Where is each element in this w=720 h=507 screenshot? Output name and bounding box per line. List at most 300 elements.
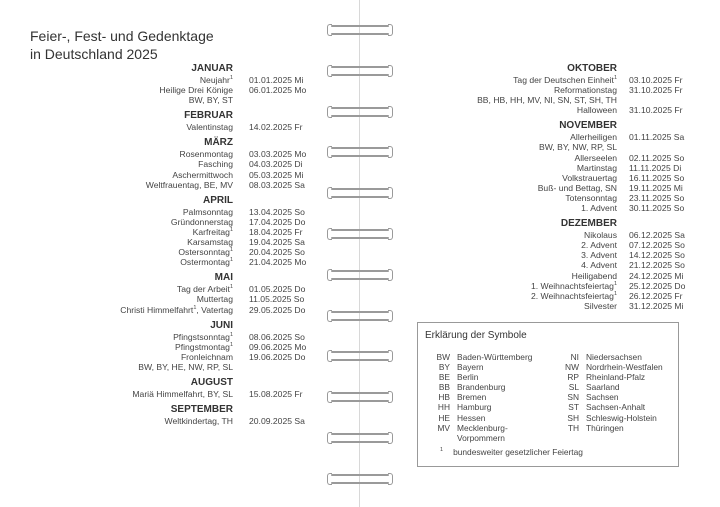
holiday-name-text: [539, 142, 617, 152]
holiday-label: Buß- und Bettag, SN: [537, 182, 617, 193]
holiday-row: [0, 362, 360, 372]
holiday-date: 06.01.2025 Mo: [249, 85, 307, 96]
month-heading: MÄRZ: [204, 137, 233, 149]
holiday-label: Palmsonntag: [182, 206, 233, 217]
holiday-name: [0, 284, 249, 294]
legend-row: [426, 372, 532, 382]
holiday-row: [360, 281, 720, 291]
holiday-name-text: [179, 149, 249, 159]
holiday-label: Ostermontag: [180, 257, 230, 268]
ring-part: [388, 432, 393, 444]
holiday-label: Rosenmontag: [179, 149, 233, 160]
holiday-name: [0, 122, 249, 132]
state-abbreviation: SH: [567, 412, 579, 423]
holiday-name-text: [132, 389, 249, 399]
holiday-label: Christi Himmelfahrt: [120, 304, 194, 315]
holiday-row: [0, 416, 360, 426]
month-heading: APRIL: [203, 194, 233, 206]
footnote-marker: 1: [229, 247, 233, 254]
footnote-marker: 1: [613, 280, 617, 287]
holiday-name: [0, 362, 249, 372]
holiday-name-text: [577, 105, 617, 115]
state-name: Baden-Württemberg: [457, 352, 533, 362]
holiday-label: Allerseelen: [574, 152, 617, 163]
holiday-name: [360, 132, 617, 142]
state-name: Mecklenburg-: [457, 422, 508, 433]
holiday-row: [0, 75, 360, 85]
state-name: Schleswig-Holstein: [586, 412, 657, 423]
holiday-name: [0, 75, 249, 85]
holiday-row: [360, 203, 720, 213]
state-abbreviation: BY: [438, 362, 450, 373]
ring-part: [388, 187, 393, 199]
holiday-name-text: [189, 95, 249, 105]
symbol-legend: [417, 322, 679, 467]
holiday-name: [360, 163, 617, 173]
ring-part: [388, 473, 393, 485]
holiday-date: [617, 95, 629, 105]
holiday-name-text: [581, 240, 617, 250]
left-holiday-list: [0, 63, 360, 426]
legend-row: [555, 372, 663, 382]
holiday-label: Nikolaus: [584, 230, 617, 241]
holiday-row: [360, 163, 720, 173]
legend-column-1: [426, 352, 532, 443]
state-name: Berlin: [457, 372, 479, 383]
ring-part: [331, 107, 389, 109]
holiday-name: [0, 227, 249, 237]
holiday-name-text: [531, 281, 617, 291]
legend-row: [426, 352, 532, 362]
month-heading: SEPTEMBER: [170, 404, 233, 416]
holiday-date: 06.12.2025 Sa: [629, 230, 685, 241]
spiral-ring: [327, 185, 393, 201]
holiday-date: 31.12.2025 Mi: [629, 300, 684, 311]
holiday-date: 05.03.2025 Mi: [249, 169, 304, 180]
month-heading: AUGUST: [190, 376, 233, 388]
ring-part: [388, 146, 393, 158]
holiday-name: [360, 281, 617, 291]
holiday-name-text: [581, 203, 617, 213]
holiday-date: 19.11.2025 Mi: [629, 182, 683, 193]
holiday-date: 21.12.2025 So: [629, 260, 685, 271]
ring-part: [331, 351, 389, 353]
holiday-label-suffix: , Vatertag: [196, 304, 233, 315]
holiday-date: 16.11.2025 So: [629, 172, 685, 183]
holiday-label: Mariä Himmelfahrt, BY, SL: [132, 388, 233, 399]
holiday-name-text: [581, 250, 617, 260]
holiday-name: [0, 207, 249, 217]
holiday-name: [360, 291, 617, 301]
holiday-name: [360, 105, 617, 115]
holiday-name: [360, 203, 617, 213]
holiday-label: 1. Advent: [581, 203, 617, 214]
holiday-label: Neujahr: [199, 75, 230, 85]
holiday-row: [0, 257, 360, 267]
footnote-marker: 1: [229, 257, 233, 264]
ring-part: [331, 33, 389, 35]
holiday-label: Karfreitag: [192, 226, 230, 237]
holiday-name-text: [531, 291, 617, 301]
state-name: Rheinland-Pfalz: [586, 372, 646, 383]
holiday-name: [0, 257, 249, 267]
legend-row: [555, 402, 663, 412]
state-name: Bremen: [457, 392, 487, 403]
spiral-ring: [327, 471, 393, 487]
title-line-1: Feier-, Fest- und Gedenktage: [30, 28, 214, 44]
holiday-row: [0, 247, 360, 257]
state-abbreviation: SN: [567, 392, 579, 403]
holiday-name: [360, 75, 617, 85]
state-name: Hamburg: [457, 402, 492, 413]
holiday-date: 11.11.2025 Di: [629, 162, 682, 173]
holiday-label: 2. Weihnachtsfeiertag: [530, 290, 614, 301]
holiday-name-text: [477, 95, 617, 105]
holiday-row: [0, 352, 360, 362]
ring-part: [331, 433, 389, 435]
holiday-label: Heilige Drei Könige: [159, 85, 233, 96]
spiral-ring: [327, 22, 393, 38]
ring-part: [331, 155, 389, 157]
footnote-marker: 1: [229, 227, 233, 234]
holiday-row: [360, 173, 720, 183]
holiday-label: Pfingstsonntag: [173, 331, 230, 342]
footnote-marker: 1: [229, 331, 233, 338]
holiday-row: [360, 193, 720, 203]
holiday-name-text: [562, 173, 617, 183]
holiday-name-text: [574, 153, 617, 163]
holiday-name-text: [572, 271, 617, 281]
holiday-date: 15.08.2025 Fr: [249, 388, 303, 399]
holiday-label: 1. Weihnachtsfeiertag: [530, 280, 614, 291]
holiday-row: [0, 159, 360, 169]
holiday-date: 29.05.2025 Do: [249, 304, 306, 315]
holiday-name-text: [138, 362, 249, 372]
holiday-name: [360, 250, 617, 260]
spiral-ring: [327, 389, 393, 405]
ring-part: [331, 278, 389, 280]
holiday-date: 31.10.2025 Fr: [629, 85, 683, 96]
ring-part: [331, 237, 389, 239]
holiday-name-text: [186, 122, 249, 132]
month-heading: JANUAR: [191, 63, 233, 74]
holiday-name: [360, 183, 617, 193]
holiday-date: 24.12.2025 Mi: [629, 270, 684, 281]
holiday-date: 09.06.2025 Mo: [249, 341, 307, 352]
holiday-row: [360, 271, 720, 281]
state-name: Sachsen-Anhalt: [586, 402, 646, 413]
holiday-label: Totensonntag: [565, 192, 617, 203]
holiday-date: 14.02.2025 Fr: [249, 122, 303, 133]
legend-row: [555, 352, 663, 362]
holiday-label: Silvester: [584, 300, 617, 311]
holiday-name: [0, 180, 249, 190]
state-name: Saarland: [586, 382, 620, 393]
legend-row: [555, 413, 663, 423]
ring-part: [331, 196, 389, 198]
right-page: [360, 0, 720, 507]
ring-part: [331, 74, 389, 76]
state-abbreviation: MV: [437, 422, 450, 433]
holiday-name-text: [581, 260, 617, 270]
holiday-name-text: [180, 257, 249, 267]
holiday-name: [0, 149, 249, 159]
holiday-name-text: [187, 237, 249, 247]
state-abbreviation: BB: [438, 382, 450, 393]
legend-row: [555, 362, 663, 372]
footnote-marker: 1: [229, 341, 233, 348]
holiday-date: 11.05.2025 So: [249, 294, 305, 305]
holiday-date: 13.04.2025 So: [249, 206, 305, 217]
holiday-row: [360, 105, 720, 115]
state-abbreviation: [426, 433, 457, 443]
ring-part: [388, 24, 393, 36]
holiday-name-text: [146, 180, 249, 190]
month-heading: DEZEMBER: [560, 218, 617, 230]
holiday-date: 07.12.2025 So: [629, 240, 685, 251]
holiday-row: [0, 342, 360, 352]
legend-column-2: [555, 352, 663, 433]
state-name: Vorpommern: [457, 432, 505, 443]
holiday-name-text: [175, 342, 249, 352]
holiday-date: 04.03.2025 Di: [249, 159, 303, 170]
legend-row: [555, 423, 663, 433]
holiday-date: 30.11.2025 So: [629, 203, 685, 214]
holiday-label: Martinstag: [576, 162, 617, 173]
spiral-ring: [327, 430, 393, 446]
state-abbreviation: RP: [567, 372, 579, 383]
ring-part: [388, 228, 393, 240]
holiday-name-text: [200, 75, 249, 85]
spiral-ring: [327, 267, 393, 283]
holiday-date: 03.03.2025 Mo: [249, 149, 307, 160]
holiday-name-text: [183, 207, 249, 217]
legend-title: Erklärung der Symbole: [425, 330, 527, 341]
state-abbreviation: BE: [438, 372, 450, 383]
holiday-name-text: [120, 305, 249, 315]
state-abbreviation: HH: [437, 402, 450, 413]
spiral-ring: [327, 104, 393, 120]
state-name: Bayern: [457, 362, 484, 373]
holiday-label: Aschermittwoch: [172, 169, 233, 180]
month-heading: JUNI: [210, 319, 233, 331]
holiday-label: BW, BY, NW, RP, SL: [538, 142, 617, 153]
holiday-row: [360, 142, 720, 152]
holiday-name: [0, 247, 249, 257]
holiday-name: [0, 217, 249, 227]
holiday-name: [360, 193, 617, 203]
holiday-row: [360, 95, 720, 105]
ring-part: [331, 400, 389, 402]
holiday-row: [0, 180, 360, 190]
holiday-name: [0, 305, 249, 315]
holiday-row: [360, 240, 720, 250]
spiral-ring: [327, 226, 393, 242]
page-title: [30, 27, 214, 63]
holiday-name: [360, 271, 617, 281]
holiday-name-text: [554, 85, 617, 95]
holiday-name-text: [172, 170, 249, 180]
holiday-date: 08.06.2025 So: [249, 331, 305, 342]
state-name: Niedersachsen: [586, 352, 642, 362]
holiday-row: [360, 250, 720, 260]
ring-part: [388, 269, 393, 281]
holiday-name: [360, 260, 617, 270]
holiday-name: [360, 301, 617, 311]
holiday-label: Reformationstag: [553, 85, 617, 96]
holiday-name: [0, 342, 249, 352]
legend-row: [426, 392, 532, 402]
holiday-name: [0, 294, 249, 304]
holiday-name: [360, 153, 617, 163]
footnote-text: bundesweiter gesetzlicher Feiertag: [453, 447, 583, 457]
ring-part: [388, 350, 393, 362]
legend-row: [426, 423, 532, 433]
holiday-row: [0, 85, 360, 95]
holiday-name: [360, 85, 617, 95]
holiday-name: [0, 332, 249, 342]
holiday-row: [360, 291, 720, 301]
holiday-label: BB, HB, HH, MV, NI, SN, ST, SH, TH: [477, 95, 617, 106]
holiday-name: [360, 142, 617, 152]
holiday-label: 2. Advent: [581, 240, 617, 251]
ring-part: [331, 319, 389, 321]
legend-row: [426, 402, 532, 412]
holiday-name: [360, 95, 617, 105]
holiday-name-text: [197, 294, 249, 304]
ring-part: [331, 311, 389, 313]
holiday-name-text: [584, 301, 617, 311]
holiday-name-text: [198, 159, 249, 169]
legend-footnote: [440, 447, 583, 457]
holiday-row: [360, 85, 720, 95]
holiday-row: [360, 183, 720, 193]
ring-part: [331, 66, 389, 68]
holiday-row: [360, 230, 720, 240]
holiday-label: Gründonnerstag: [170, 216, 233, 227]
ring-part: [331, 188, 389, 190]
holiday-date: 03.10.2025 Fr: [629, 75, 683, 85]
holiday-row: [0, 332, 360, 342]
holiday-row: [0, 294, 360, 304]
state-abbreviation: NW: [565, 362, 579, 373]
holiday-label: 3. Advent: [581, 250, 617, 261]
month-heading: OKTOBER: [567, 63, 617, 74]
holiday-row: [0, 122, 360, 132]
holiday-date: 20.04.2025 So: [249, 247, 305, 258]
right-holiday-list: [360, 63, 720, 311]
holiday-label: Tag der Arbeit: [176, 284, 230, 295]
ring-part: [388, 310, 393, 322]
month-heading: FEBRUAR: [184, 110, 233, 122]
holiday-name-text: [173, 332, 249, 342]
footnote-marker: 1: [229, 284, 233, 291]
holiday-name: [0, 352, 249, 362]
holiday-name-text: [584, 230, 617, 240]
holiday-row: [360, 301, 720, 311]
legend-row: [555, 382, 663, 392]
holiday-date: 31.10.2025 Fr: [629, 105, 683, 116]
holiday-date: 23.11.2025 So: [629, 192, 685, 203]
state-abbreviation: HB: [438, 392, 450, 403]
spiral-binding: [327, 22, 393, 492]
holiday-name: [360, 240, 617, 250]
holiday-label: Muttertag: [196, 294, 233, 305]
holiday-row: [0, 95, 360, 105]
holiday-label: 4. Advent: [581, 260, 617, 271]
month-heading: NOVEMBER: [559, 120, 617, 132]
holiday-name: [0, 170, 249, 180]
holiday-name-text: [193, 227, 249, 237]
holiday-name-text: [178, 247, 249, 257]
holiday-label: Heiligabend: [571, 270, 617, 281]
legend-row: [426, 433, 532, 443]
state-abbreviation: BW: [436, 352, 450, 362]
state-name: Thüringen: [586, 422, 624, 433]
holiday-row: [0, 284, 360, 294]
holiday-label: Fasching: [198, 159, 233, 170]
holiday-name: [0, 85, 249, 95]
holiday-name: [0, 95, 249, 105]
ring-part: [388, 106, 393, 118]
holiday-row: [0, 305, 360, 315]
state-name: Hessen: [457, 412, 486, 423]
holiday-name: [0, 159, 249, 169]
holiday-name-text: [181, 352, 249, 362]
holiday-label: BW, BY, ST: [188, 95, 233, 106]
ring-part: [331, 474, 389, 476]
spiral-ring: [327, 348, 393, 364]
holiday-row: [0, 217, 360, 227]
holiday-date: 02.11.2025 So: [629, 152, 685, 163]
legend-row: [426, 362, 532, 372]
holiday-row: [0, 170, 360, 180]
legend-row: [426, 413, 532, 423]
holiday-row: [0, 227, 360, 237]
state-abbreviation: HE: [438, 412, 450, 423]
footnote-marker: 1: [440, 447, 444, 454]
ring-part: [331, 229, 389, 231]
footnote-marker: 1: [229, 75, 233, 82]
holiday-name-text: [577, 163, 617, 173]
holiday-label: Allerheiligen: [570, 132, 617, 143]
holiday-label: BW, BY, HE, NW, RP, SL: [138, 361, 233, 372]
holiday-row: [360, 75, 720, 85]
holiday-row: [0, 149, 360, 159]
holiday-label: Pfingstmontag: [175, 341, 230, 352]
legend-row: [426, 382, 532, 392]
spiral-ring: [327, 63, 393, 79]
holiday-date: 17.04.2025 Do: [249, 216, 306, 227]
footnote-marker: 1: [193, 304, 197, 311]
ring-part: [331, 270, 389, 272]
holiday-date: 08.03.2025 Sa: [249, 179, 305, 190]
holiday-row: [360, 132, 720, 142]
state-abbreviation: SL: [568, 382, 579, 393]
holiday-date: 01.01.2025 Mi: [249, 75, 304, 85]
holiday-name-text: [177, 284, 249, 294]
holiday-row: [0, 207, 360, 217]
holiday-name: [0, 237, 249, 247]
footnote-marker: 1: [613, 75, 617, 82]
holiday-name-text: [570, 132, 617, 142]
holiday-label: Karsamstag: [187, 237, 233, 248]
holiday-name-text: [171, 217, 249, 227]
ring-part: [388, 391, 393, 403]
holiday-row: [0, 389, 360, 399]
holiday-name: [360, 230, 617, 240]
holiday-label: Halloween: [576, 105, 617, 116]
